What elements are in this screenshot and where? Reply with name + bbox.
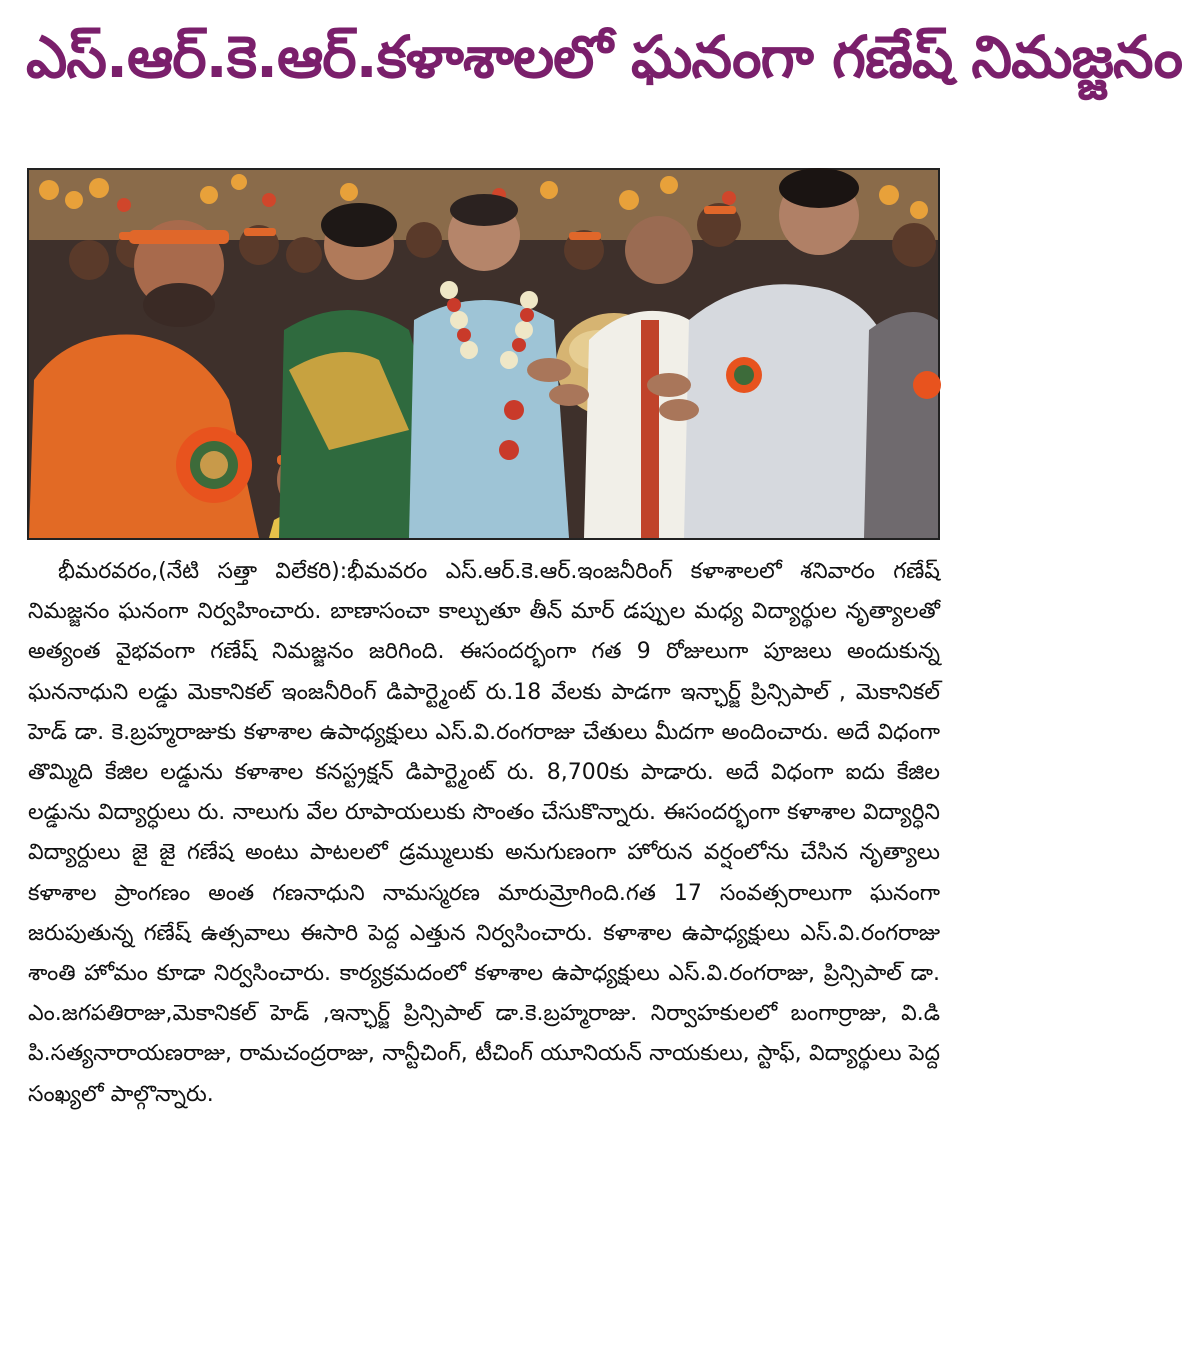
photo-illustration — [29, 170, 938, 538]
news-photo — [27, 168, 940, 540]
article-body: భీమరవరం,(నేటి సత్తా విలేకరి):భీమవరం ఎస్.ఆర్.కె.ఆర్.ఇంజనీరింగ్ కళాశాలలో శనివారం గణేష్ నిమజ్జనం ఘనంగా నిర్వహించారు. బాణాసంచా కాల్చుతూ తీన్ మార్ డప్పుల మధ్య విద్యార్థుల నృత్యాలతో అత్యంత వైభవంగా గణేష్ నిమజ్జనం జరిగింది. ఈసందర్భంగా గత 9 రోజులుగా పూజలు అందుకున్న ఘననాధుని లడ్డు మెకానికల్ ఇంజనీరింగ్ డిపార్ట్మెంట్ రు.18 వేలకు పాడగా ఇన్ఛార్జ్ ప్రిన్సిపాల్ , మెకానికల్ హెడ్ డా. కె.బ్రహ్మరాజుకు కళాశాల ఉపాధ్యక్షులు ఎస్.వి.రంగరాజు చేతులు మీదగా అందించారు. అదే విధంగా తొమ్మిది కేజిల లడ్డును కళాశాల కనస్ట్రక్షన్ డిపార్ట్మెంట్ రు. 8,700కు పాడారు. అదే విధంగా ఐదు కేజిల లడ్డును విద్యార్ధులు రు. నాలుగు వేల రూపాయలుకు సొంతం చేసుకొన్నారు. ఈసందర్భంగా కళాశాల విద్యార్ధిని విద్యార్దులు జై జై గణేష అంటు పాటలలో డ్రమ్ములుకు అనుగుణంగా హోరున వర్షంలోను చేసిన నృత్యాలు కళాశాల ప్రాంగణం అంత గణనాధుని నామస్మరణ మారుమ్రోగింది.గత 17 సంవత్సరాలుగా ఘనంగా జరుపుతున్న గణేష్ ఉత్సవాలు ఈసారి పెద్ద ఎత్తున నిర్వసించారు. కళాశాల ఉపాధ్యక్షులు ఎస్.వి.రంగరాజు శాంతి హోమం కూడా నిర్వసించారు. కార్యక్రమదంలో కళాశాల ఉపాధ్యక్షులు ఎస్.వి.రంగరాజు, ప్రిన్సిపాల్ డా. ఎం.జగపతిరాజు,మెకానికల్ హెడ్ ,ఇన్ఛార్జ్ ప్రిన్సిపాల్ డా.కె.బ్రహ్మరాజు. నిర్వాహకులలో బంగార్రాజు, వి.డి పి.సత్యనారాయణరాజు, రామచంద్రరాజు, నాన్టీచింగ్, టీచింగ్ యూనియన్ నాయకులు, స్టాఫ్, విద్యార్థులు పెద్ద సంఖ్యలో పాల్గొన్నారు. — [28, 559, 940, 1107]
headline: ఎస్.ఆర్.కె.ఆర్.కళాశాలలో ఘనంగా గణేష్ నిమజ్జనం — [26, 23, 1182, 91]
